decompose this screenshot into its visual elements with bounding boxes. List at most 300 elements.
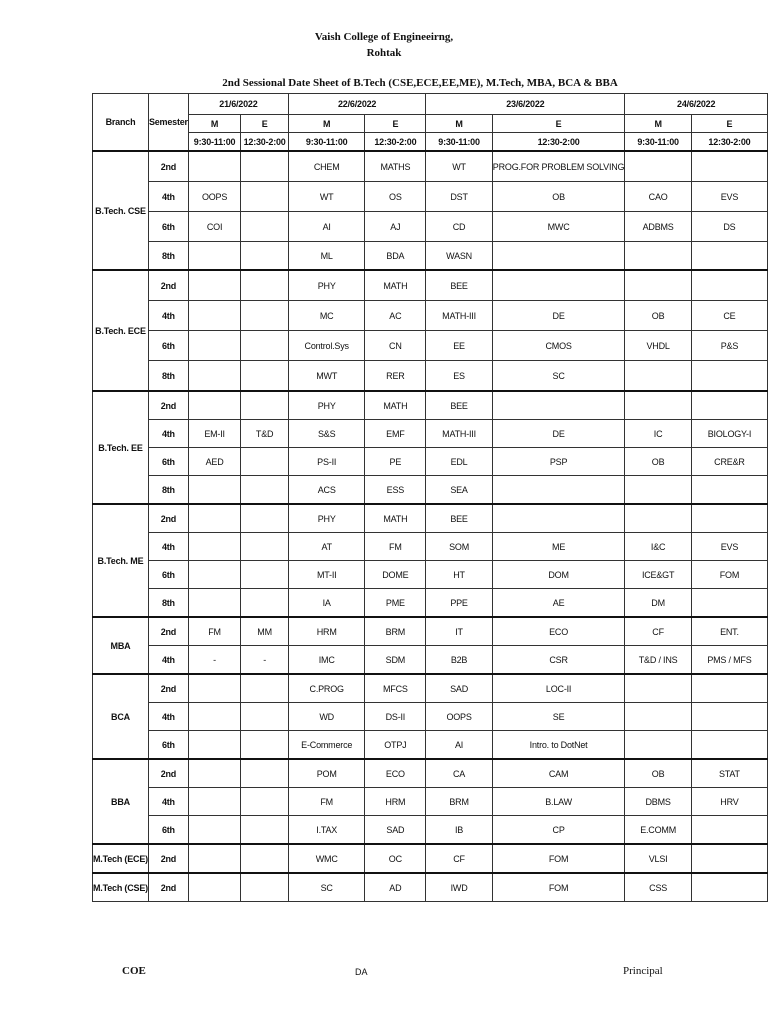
subject-cell: WASN xyxy=(426,242,493,271)
footer-principal: Principal xyxy=(623,965,663,977)
subject-cell: MWT xyxy=(288,361,364,392)
subject-cell: AI xyxy=(426,731,493,760)
subject-cell xyxy=(625,270,692,301)
subject-cell: FOM xyxy=(492,844,625,873)
subject-cell: T&D / INS xyxy=(625,646,692,675)
subject-cell xyxy=(241,873,289,902)
subject-cell: COI xyxy=(188,212,240,242)
subject-cell xyxy=(691,873,767,902)
subject-cell: IA xyxy=(288,589,364,618)
time-header: 12:30-2:00 xyxy=(691,133,767,152)
subject-cell: PPE xyxy=(426,589,493,618)
subject-cell xyxy=(188,504,240,533)
semester-cell: 4th xyxy=(148,420,188,448)
subject-cell xyxy=(241,391,289,420)
semester-cell: 2nd xyxy=(148,873,188,902)
subject-cell xyxy=(241,151,289,182)
semester-cell: 2nd xyxy=(148,759,188,788)
time-header: 9:30-11:00 xyxy=(288,133,364,152)
subject-cell: OS xyxy=(365,182,426,212)
subject-cell: - xyxy=(241,646,289,675)
subject-cell xyxy=(241,331,289,361)
date-sheet-table xyxy=(92,93,768,902)
subject-cell: E-Commerce xyxy=(288,731,364,760)
subject-cell: DS-II xyxy=(365,703,426,731)
semester-cell: 2nd xyxy=(148,844,188,873)
subject-cell: AE xyxy=(492,589,625,618)
subject-cell: PROG.FOR PROBLEM SOLVING xyxy=(492,151,625,182)
semester-cell: 8th xyxy=(148,361,188,392)
subject-cell xyxy=(241,448,289,476)
subject-cell: CF xyxy=(426,844,493,873)
footer-da: DA xyxy=(355,967,368,977)
subject-cell: BDA xyxy=(365,242,426,271)
semester-cell: 2nd xyxy=(148,391,188,420)
subject-cell: ECO xyxy=(492,617,625,646)
branch-cell: B.Tech. ME xyxy=(93,504,149,617)
subject-cell xyxy=(188,476,240,505)
subject-cell: E.COMM xyxy=(625,816,692,845)
subject-cell: CA xyxy=(426,759,493,788)
subject-cell: FM xyxy=(288,788,364,816)
subject-cell: SEA xyxy=(426,476,493,505)
subject-cell: SDM xyxy=(365,646,426,675)
table-row xyxy=(93,420,768,448)
subject-cell: BRM xyxy=(365,617,426,646)
subject-cell: CN xyxy=(365,331,426,361)
table-row xyxy=(93,844,768,873)
subject-cell xyxy=(188,533,240,561)
subject-cell: MT-II xyxy=(288,561,364,589)
subject-cell: CP xyxy=(492,816,625,845)
table-row xyxy=(93,476,768,505)
subject-cell xyxy=(241,674,289,703)
subject-cell: DE xyxy=(492,420,625,448)
branch-cell: B.Tech. CSE xyxy=(93,151,149,270)
semester-cell: 6th xyxy=(148,448,188,476)
subject-cell xyxy=(241,212,289,242)
shift-header: E xyxy=(365,115,426,133)
branch-header: Branch xyxy=(93,94,149,152)
date-header: 23/6/2022 xyxy=(426,94,625,115)
branch-cell: B.Tech. EE xyxy=(93,391,149,504)
subject-cell xyxy=(691,361,767,392)
subject-cell: FM xyxy=(365,533,426,561)
subject-cell xyxy=(492,391,625,420)
time-header: 12:30-2:00 xyxy=(241,133,289,152)
subject-cell: OC xyxy=(365,844,426,873)
subject-cell xyxy=(241,504,289,533)
subject-cell xyxy=(241,589,289,618)
subject-cell xyxy=(691,504,767,533)
shift-header: M xyxy=(288,115,364,133)
subject-cell xyxy=(188,816,240,845)
date-header-row xyxy=(93,94,768,115)
date-header: 22/6/2022 xyxy=(288,94,425,115)
subject-cell xyxy=(691,391,767,420)
table-row xyxy=(93,646,768,675)
semester-cell: 6th xyxy=(148,331,188,361)
shift-header: M xyxy=(426,115,493,133)
subject-cell xyxy=(188,674,240,703)
time-header: 12:30-2:00 xyxy=(365,133,426,152)
subject-cell: B.LAW xyxy=(492,788,625,816)
date-header: 24/6/2022 xyxy=(625,94,768,115)
subject-cell xyxy=(241,270,289,301)
subject-cell: FOM xyxy=(492,873,625,902)
subject-cell: I&C xyxy=(625,533,692,561)
semester-cell: 8th xyxy=(148,242,188,271)
subject-cell: OB xyxy=(625,448,692,476)
subject-cell: ACS xyxy=(288,476,364,505)
subject-cell: DE xyxy=(492,301,625,331)
subject-cell xyxy=(625,242,692,271)
subject-cell xyxy=(241,731,289,760)
subject-cell xyxy=(188,873,240,902)
subject-cell: DOME xyxy=(365,561,426,589)
subject-cell: S&S xyxy=(288,420,364,448)
subject-cell: MC xyxy=(288,301,364,331)
subject-cell: Control.Sys xyxy=(288,331,364,361)
subject-cell xyxy=(188,331,240,361)
subject-cell: MM xyxy=(241,617,289,646)
subject-cell: RER xyxy=(365,361,426,392)
branch-cell: BBA xyxy=(93,759,149,844)
table-row xyxy=(93,788,768,816)
subject-cell xyxy=(188,759,240,788)
table-row xyxy=(93,448,768,476)
subject-cell: CRE&R xyxy=(691,448,767,476)
subject-cell: AC xyxy=(365,301,426,331)
table-row xyxy=(93,561,768,589)
subject-cell: CE xyxy=(691,301,767,331)
subject-cell: CSS xyxy=(625,873,692,902)
subject-cell xyxy=(625,504,692,533)
subject-cell: FM xyxy=(188,617,240,646)
subject-cell: SC xyxy=(288,873,364,902)
subject-cell: AD xyxy=(365,873,426,902)
subject-cell xyxy=(188,788,240,816)
subject-cell xyxy=(188,703,240,731)
subject-cell: EVS xyxy=(691,533,767,561)
semester-cell: 8th xyxy=(148,589,188,618)
subject-cell: STAT xyxy=(691,759,767,788)
subject-cell: IT xyxy=(426,617,493,646)
branch-cell: M.Tech (CSE) xyxy=(93,873,149,902)
subject-cell xyxy=(188,391,240,420)
subject-cell: PME xyxy=(365,589,426,618)
table-row xyxy=(93,816,768,845)
subject-cell: POM xyxy=(288,759,364,788)
subject-cell xyxy=(188,151,240,182)
subject-cell xyxy=(691,151,767,182)
shift-header: M xyxy=(625,115,692,133)
college-name: Vaish College of Engineeirng, xyxy=(314,31,454,43)
subject-cell: DS xyxy=(691,212,767,242)
subject-cell: B2B xyxy=(426,646,493,675)
table-row xyxy=(93,759,768,788)
subject-cell: ADBMS xyxy=(625,212,692,242)
subject-cell: - xyxy=(188,646,240,675)
semester-cell: 4th xyxy=(148,788,188,816)
semester-cell: 4th xyxy=(148,703,188,731)
subject-cell: OOPS xyxy=(426,703,493,731)
subject-cell xyxy=(188,270,240,301)
subject-cell: IC xyxy=(625,420,692,448)
subject-cell: IB xyxy=(426,816,493,845)
semester-header: Semester xyxy=(148,94,188,152)
subject-cell: MATHS xyxy=(365,151,426,182)
branch-cell: BCA xyxy=(93,674,149,759)
table-row xyxy=(93,151,768,182)
subject-cell: PS-II xyxy=(288,448,364,476)
subject-cell: SAD xyxy=(365,816,426,845)
time-header: 12:30-2:00 xyxy=(492,133,625,152)
subject-cell: PMS / MFS xyxy=(691,646,767,675)
shift-header: M xyxy=(188,115,240,133)
subject-cell xyxy=(241,816,289,845)
subject-cell xyxy=(691,703,767,731)
semester-cell: 6th xyxy=(148,212,188,242)
subject-cell: OOPS xyxy=(188,182,240,212)
subject-cell: AI xyxy=(288,212,364,242)
subject-cell: Intro. to DotNet xyxy=(492,731,625,760)
table-row xyxy=(93,617,768,646)
subject-cell xyxy=(241,301,289,331)
subject-cell: SOM xyxy=(426,533,493,561)
subject-cell: EE xyxy=(426,331,493,361)
subject-cell: BRM xyxy=(426,788,493,816)
subject-cell: ML xyxy=(288,242,364,271)
table-row xyxy=(93,331,768,361)
subject-cell xyxy=(625,703,692,731)
subject-cell xyxy=(691,844,767,873)
subject-cell xyxy=(625,476,692,505)
subject-cell: BEE xyxy=(426,391,493,420)
subject-cell: SAD xyxy=(426,674,493,703)
subject-cell xyxy=(691,816,767,845)
subject-cell xyxy=(188,561,240,589)
date-sheet-title: 2nd Sessional Date Sheet of B.Tech (CSE,ECE,EE,ME), M.Tech, MBA, BCA & BBA xyxy=(222,77,618,89)
subject-cell: AT xyxy=(288,533,364,561)
subject-cell: OB xyxy=(625,759,692,788)
subject-cell: EDL xyxy=(426,448,493,476)
subject-cell: PHY xyxy=(288,270,364,301)
semester-cell: 4th xyxy=(148,182,188,212)
subject-cell: PHY xyxy=(288,504,364,533)
subject-cell: I.TAX xyxy=(288,816,364,845)
table-row xyxy=(93,270,768,301)
subject-cell xyxy=(691,731,767,760)
subject-cell: OB xyxy=(625,301,692,331)
subject-cell: HRM xyxy=(288,617,364,646)
subject-cell xyxy=(625,361,692,392)
subject-cell: AJ xyxy=(365,212,426,242)
semester-cell: 6th xyxy=(148,561,188,589)
subject-cell: MATH xyxy=(365,504,426,533)
subject-cell xyxy=(241,844,289,873)
subject-cell: HT xyxy=(426,561,493,589)
shift-header: E xyxy=(241,115,289,133)
semester-cell: 4th xyxy=(148,301,188,331)
subject-cell: C.PROG xyxy=(288,674,364,703)
subject-cell xyxy=(691,476,767,505)
table-row xyxy=(93,873,768,902)
subject-cell: WMC xyxy=(288,844,364,873)
subject-cell: MATH xyxy=(365,391,426,420)
shift-header: E xyxy=(492,115,625,133)
subject-cell xyxy=(625,674,692,703)
subject-cell: EMF xyxy=(365,420,426,448)
subject-cell: EVS xyxy=(691,182,767,212)
subject-cell xyxy=(492,242,625,271)
time-header: 9:30-11:00 xyxy=(426,133,493,152)
subject-cell: VLSI xyxy=(625,844,692,873)
subject-cell xyxy=(188,361,240,392)
subject-cell xyxy=(241,788,289,816)
subject-cell: OTPJ xyxy=(365,731,426,760)
subject-cell xyxy=(625,391,692,420)
subject-cell: WT xyxy=(426,151,493,182)
subject-cell: IMC xyxy=(288,646,364,675)
subject-cell xyxy=(625,731,692,760)
subject-cell: ICE&GT xyxy=(625,561,692,589)
semester-cell: 8th xyxy=(148,476,188,505)
semester-cell: 2nd xyxy=(148,504,188,533)
time-header: 9:30-11:00 xyxy=(625,133,692,152)
subject-cell: CD xyxy=(426,212,493,242)
table-row xyxy=(93,533,768,561)
subject-cell: MFCS xyxy=(365,674,426,703)
subject-cell: DOM xyxy=(492,561,625,589)
table-row xyxy=(93,504,768,533)
subject-cell: CAO xyxy=(625,182,692,212)
subject-cell xyxy=(492,270,625,301)
table-row xyxy=(93,391,768,420)
subject-cell: DST xyxy=(426,182,493,212)
subject-cell xyxy=(492,504,625,533)
subject-cell xyxy=(691,270,767,301)
subject-cell: IWD xyxy=(426,873,493,902)
subject-cell: WD xyxy=(288,703,364,731)
table-row xyxy=(93,242,768,271)
date-header: 21/6/2022 xyxy=(188,94,288,115)
subject-cell: HRV xyxy=(691,788,767,816)
table-row xyxy=(93,731,768,760)
subject-cell: BEE xyxy=(426,504,493,533)
subject-cell: DM xyxy=(625,589,692,618)
subject-cell: DBMS xyxy=(625,788,692,816)
subject-cell xyxy=(241,242,289,271)
subject-cell: ENT. xyxy=(691,617,767,646)
subject-cell: CAM xyxy=(492,759,625,788)
subject-cell xyxy=(241,703,289,731)
time-header-row xyxy=(93,133,768,152)
subject-cell xyxy=(241,533,289,561)
footer-coe: COE xyxy=(122,965,146,977)
subject-cell xyxy=(188,844,240,873)
subject-cell: T&D xyxy=(241,420,289,448)
table-row xyxy=(93,589,768,618)
subject-cell xyxy=(625,151,692,182)
table-row xyxy=(93,182,768,212)
table-row xyxy=(93,212,768,242)
semester-cell: 6th xyxy=(148,816,188,845)
table-row xyxy=(93,674,768,703)
subject-cell xyxy=(188,731,240,760)
semester-cell: 2nd xyxy=(148,674,188,703)
subject-cell: PHY xyxy=(288,391,364,420)
subject-cell: ECO xyxy=(365,759,426,788)
subject-cell: MATH xyxy=(365,270,426,301)
subject-cell xyxy=(691,674,767,703)
subject-cell: SE xyxy=(492,703,625,731)
subject-cell xyxy=(188,242,240,271)
subject-cell xyxy=(188,589,240,618)
subject-cell: WT xyxy=(288,182,364,212)
college-city: Rohtak xyxy=(366,47,402,59)
subject-cell: OB xyxy=(492,182,625,212)
semester-cell: 6th xyxy=(148,731,188,760)
table-row xyxy=(93,361,768,392)
subject-cell: PE xyxy=(365,448,426,476)
shift-header: E xyxy=(691,115,767,133)
table-row xyxy=(93,703,768,731)
subject-cell: PSP xyxy=(492,448,625,476)
subject-cell: ME xyxy=(492,533,625,561)
subject-cell: MWC xyxy=(492,212,625,242)
subject-cell: CF xyxy=(625,617,692,646)
subject-cell: BEE xyxy=(426,270,493,301)
branch-cell: M.Tech (ECE) xyxy=(93,844,149,873)
subject-cell xyxy=(241,759,289,788)
subject-cell: CMOS xyxy=(492,331,625,361)
subject-cell: AED xyxy=(188,448,240,476)
semester-cell: 2nd xyxy=(148,151,188,182)
semester-cell: 2nd xyxy=(148,270,188,301)
subject-cell xyxy=(492,476,625,505)
branch-cell: MBA xyxy=(93,617,149,674)
subject-cell xyxy=(241,182,289,212)
subject-cell: LOC-II xyxy=(492,674,625,703)
subject-cell: MATH-III xyxy=(426,301,493,331)
subject-cell: VHDL xyxy=(625,331,692,361)
subject-cell: EM-II xyxy=(188,420,240,448)
subject-cell: CSR xyxy=(492,646,625,675)
subject-cell: HRM xyxy=(365,788,426,816)
subject-cell: ESS xyxy=(365,476,426,505)
table-row xyxy=(93,301,768,331)
time-header: 9:30-11:00 xyxy=(188,133,240,152)
subject-cell: ES xyxy=(426,361,493,392)
subject-cell: BIOLOGY-I xyxy=(691,420,767,448)
subject-cell xyxy=(241,561,289,589)
subject-cell xyxy=(241,361,289,392)
subject-cell: FOM xyxy=(691,561,767,589)
shift-header-row xyxy=(93,115,768,133)
subject-cell: P&S xyxy=(691,331,767,361)
subject-cell: SC xyxy=(492,361,625,392)
semester-cell: 4th xyxy=(148,533,188,561)
subject-cell: MATH-III xyxy=(426,420,493,448)
subject-cell xyxy=(691,589,767,618)
subject-cell xyxy=(241,476,289,505)
branch-cell: B.Tech. ECE xyxy=(93,270,149,391)
subject-cell xyxy=(188,301,240,331)
subject-cell xyxy=(691,242,767,271)
subject-cell: CHEM xyxy=(288,151,364,182)
semester-cell: 2nd xyxy=(148,617,188,646)
